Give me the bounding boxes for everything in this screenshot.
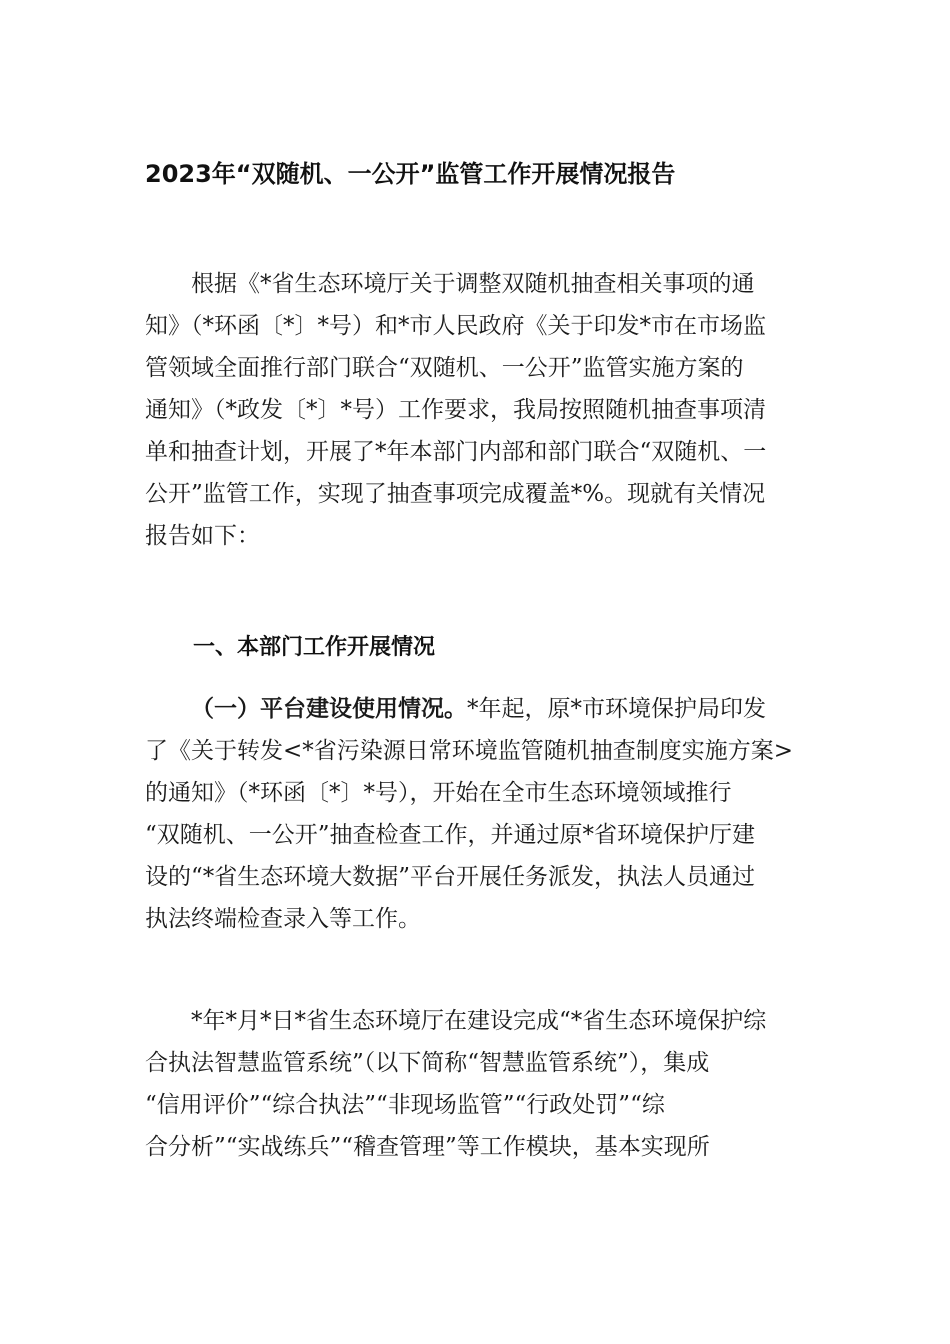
paragraph-line: 通知》（*政发〔*〕*号）工作要求，我局按照随机抽查事项清 bbox=[145, 397, 766, 423]
paragraph-line: 了《关于转发<*省污染源日常环境监管随机抽查制度实施方案> bbox=[145, 738, 794, 764]
paragraph-intro bbox=[145, 263, 810, 557]
paragraph-first-line bbox=[145, 688, 810, 730]
paragraph-line: 合执法智慧监管系统”（以下简称“智慧监管系统”），集成 bbox=[145, 1050, 710, 1076]
paragraph-line: “双随机、一公开”抽查检查工作，并通过原*省环境保护厅建 bbox=[145, 822, 756, 848]
paragraph-line: 管领域全面推行部门联合“双随机、一公开”监管实施方案的 bbox=[145, 355, 744, 381]
paragraph-line: 公开”监管工作，实现了抽查事项完成覆盖*%。现就有关情况 bbox=[145, 481, 766, 507]
paragraph-line: 单和抽查计划，开展了*年本部门内部和部门联合“双随机、一 bbox=[145, 439, 767, 465]
paragraph-system bbox=[145, 1000, 810, 1168]
subsection-heading: （一）平台建设使用情况。 bbox=[191, 696, 467, 722]
document-title: 2023年“双随机、一公开”监管工作开展情况报告 bbox=[145, 160, 676, 188]
paragraph-line: 知》（*环函〔*〕*号）和*市人民政府《关于印发*市在市场监 bbox=[145, 313, 766, 339]
paragraph-line: “信用评价”“综合执法”“非现场监管”“行政处罚”“综 bbox=[145, 1092, 665, 1118]
paragraph-line: 合分析”“实战练兵”“稽查管理”等工作模块，基本实现所 bbox=[145, 1134, 710, 1160]
paragraph-line: 根据《*省生态环境厅关于调整双随机抽查相关事项的通 bbox=[145, 271, 755, 297]
paragraph-line: 的通知》（*环函〔*〕*号），开始在全市生态环境领域推行 bbox=[145, 780, 732, 806]
paragraph-line: 执法终端检查录入等工作。 bbox=[145, 906, 421, 932]
paragraph-platform bbox=[145, 688, 810, 940]
paragraph-run: *年起，原*市环境保护局印发 bbox=[467, 696, 766, 722]
paragraph-line: *年*月*日*省生态环境厅在建设完成“*省生态环境保护综 bbox=[145, 1008, 767, 1034]
paragraph-line: 报告如下： bbox=[145, 523, 260, 549]
paragraph-line: 设的“*省生态环境大数据”平台开展任务派发，执法人员通过 bbox=[145, 864, 756, 890]
section-heading: 一、本部门工作开展情况 bbox=[193, 635, 436, 660]
